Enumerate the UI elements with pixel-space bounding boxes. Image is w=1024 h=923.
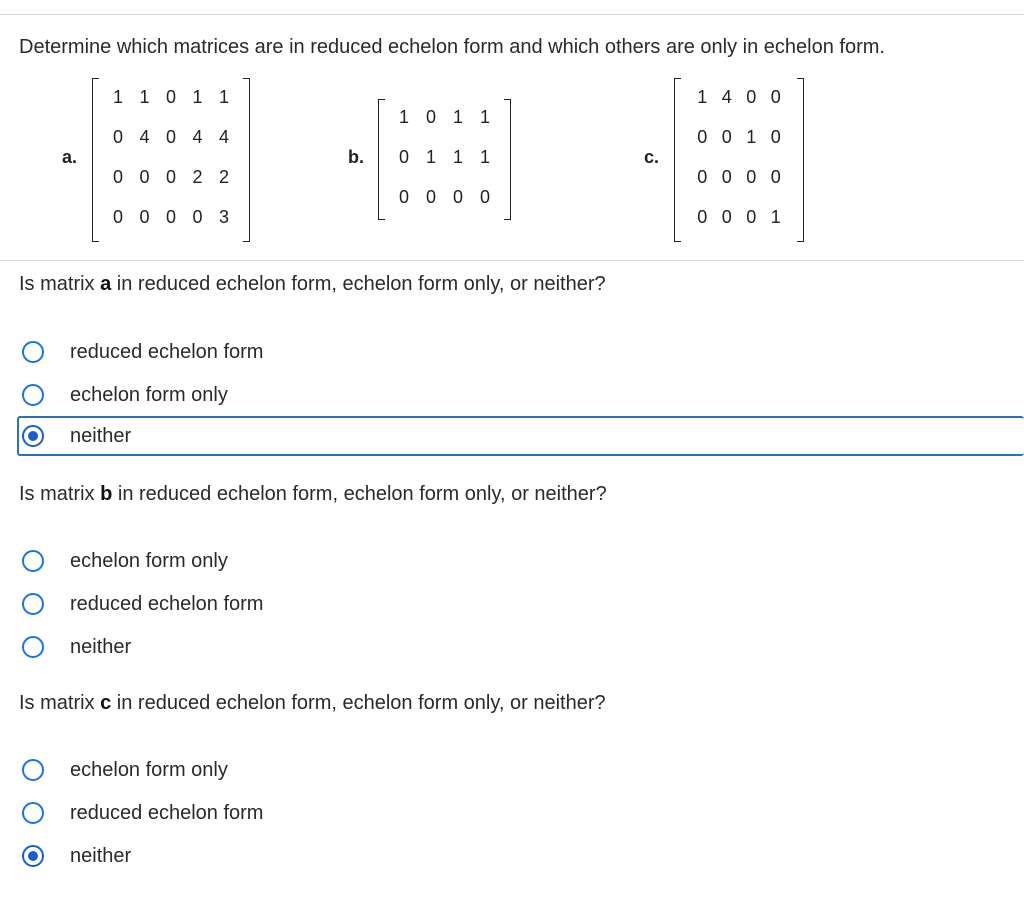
matrix-cell: 1 (479, 147, 490, 167)
matrix-cell: 1 (112, 87, 123, 107)
matrix-cell: 4 (192, 127, 203, 147)
question-c-option-2[interactable] (17, 793, 1024, 833)
matrix-cell: 1 (425, 147, 436, 167)
matrix-cell: 2 (192, 167, 203, 187)
matrix-cell: 1 (697, 87, 708, 107)
matrix-c-row (674, 127, 804, 151)
matrix-cell: 0 (721, 207, 732, 227)
matrix-c-row (674, 167, 804, 191)
matrix-cell: 0 (746, 207, 757, 227)
radio-icon[interactable] (22, 550, 44, 572)
matrix-cell: 1 (479, 107, 490, 127)
question-a: Is matrix a in reduced echelon form, echelon form only, or neither? (19, 273, 606, 295)
radio-icon[interactable] (22, 384, 44, 406)
option-label: echelon form only (70, 384, 228, 406)
matrix-a (92, 78, 250, 242)
option-label: reduced echelon form (70, 341, 264, 363)
matrix-c-row (674, 87, 804, 111)
matrix-cell: 0 (139, 167, 150, 187)
option-label: reduced echelon form (70, 593, 264, 615)
question-a-option-2[interactable] (17, 375, 1024, 415)
matrix-a-row (92, 127, 250, 151)
matrix-cell: 4 (218, 127, 229, 147)
option-label: reduced echelon form (70, 802, 264, 824)
radio-selected-icon[interactable] (22, 425, 44, 447)
matrix-cell: 1 (218, 87, 229, 107)
matrix-cell: 0 (112, 127, 123, 147)
instruction-text: Determine which matrices are in reduced echelon form and which others are only in echelon form. (19, 36, 885, 58)
matrix-b-row (378, 187, 511, 211)
matrix-b-label: b. (348, 147, 364, 167)
matrix-cell: 1 (770, 207, 781, 227)
matrix-cell: 1 (398, 107, 409, 127)
question-b-option-2[interactable] (17, 584, 1024, 624)
matrix-cell: 0 (165, 167, 176, 187)
matrix-cell: 1 (746, 127, 757, 147)
option-label: neither (70, 425, 132, 447)
matrix-a-row (92, 167, 250, 191)
question-b: Is matrix b in reduced echelon form, echelon form only, or neither? (19, 483, 607, 505)
matrix-cell: 1 (452, 107, 463, 127)
option-label: echelon form only (70, 759, 228, 781)
matrix-a-row (92, 207, 250, 231)
matrix-cell: 0 (770, 127, 781, 147)
question-c-option-1[interactable] (17, 750, 1024, 790)
radio-icon[interactable] (22, 802, 44, 824)
matrix-c-label: c. (644, 147, 660, 167)
radio-icon[interactable] (22, 341, 44, 363)
option-label: neither (70, 636, 132, 658)
matrix-cell: 0 (398, 187, 409, 207)
matrix-cell: 2 (218, 167, 229, 187)
matrix-cell: 0 (165, 207, 176, 227)
matrix-cell: 0 (697, 127, 708, 147)
question-c: Is matrix c in reduced echelon form, echelon form only, or neither? (19, 692, 606, 714)
question-b-option-1[interactable] (17, 541, 1024, 581)
matrix-cell: 4 (139, 127, 150, 147)
question-b-option-3[interactable] (17, 627, 1024, 667)
matrix-cell: 1 (139, 87, 150, 107)
matrix-cell: 0 (452, 187, 463, 207)
matrix-cell: 0 (721, 127, 732, 147)
matrix-cell: 0 (425, 107, 436, 127)
matrix-cell: 0 (721, 167, 732, 187)
matrix-cell: 0 (479, 187, 490, 207)
question-a-option-1[interactable] (17, 332, 1024, 372)
matrix-a-row (92, 87, 250, 111)
matrix-cell: 0 (697, 207, 708, 227)
matrix-b (378, 99, 511, 220)
matrix-cell: 3 (218, 207, 229, 227)
matrix-b-row (378, 107, 511, 131)
matrix-c (674, 78, 804, 242)
matrix-cell: 0 (746, 87, 757, 107)
question-c-option-3[interactable] (17, 836, 1024, 876)
matrix-cell: 0 (770, 87, 781, 107)
matrix-b-row (378, 147, 511, 171)
matrix-cell: 0 (165, 127, 176, 147)
top-divider (0, 14, 1024, 15)
radio-icon[interactable] (22, 593, 44, 615)
matrix-cell: 0 (165, 87, 176, 107)
radio-icon[interactable] (22, 636, 44, 658)
radio-icon[interactable] (22, 759, 44, 781)
matrix-cell: 0 (746, 167, 757, 187)
option-label: neither (70, 845, 132, 867)
matrix-cell: 0 (425, 187, 436, 207)
matrix-cell: 0 (112, 207, 123, 227)
matrix-cell: 1 (452, 147, 463, 167)
section-divider (0, 260, 1024, 261)
matrix-c-row (674, 207, 804, 231)
matrix-a-label: a. (62, 147, 78, 167)
matrix-cell: 0 (139, 207, 150, 227)
option-label: echelon form only (70, 550, 228, 572)
matrix-cell: 0 (398, 147, 409, 167)
radio-selected-icon[interactable] (22, 845, 44, 867)
matrix-cell: 0 (770, 167, 781, 187)
matrix-cell: 0 (697, 167, 708, 187)
matrix-cell: 0 (112, 167, 123, 187)
question-a-option-3[interactable] (17, 416, 1024, 456)
matrix-cell: 4 (721, 87, 732, 107)
matrix-cell: 0 (192, 207, 203, 227)
matrix-cell: 1 (192, 87, 203, 107)
